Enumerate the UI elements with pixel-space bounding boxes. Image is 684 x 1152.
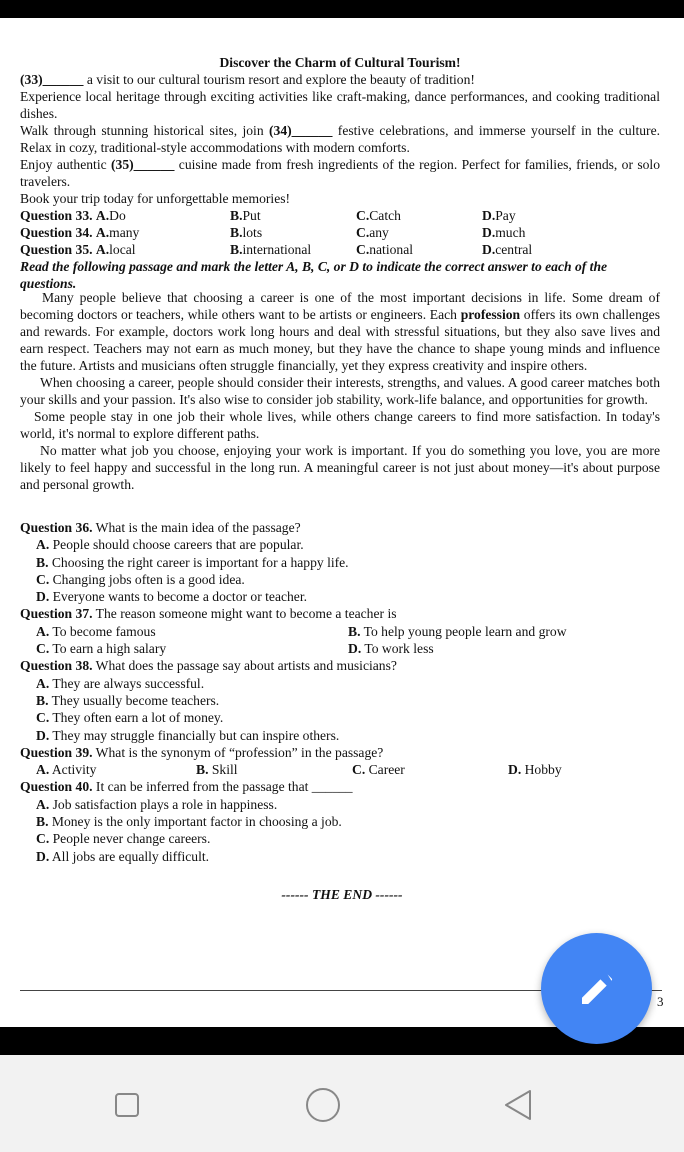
option-letter: B. [230,208,243,223]
option-d[interactable] [20,588,660,605]
passage-paragraph-1 [20,289,660,374]
ad-line-33 [20,71,660,88]
option-letter: B. [348,623,361,639]
pencil-icon [577,969,617,1009]
question-number: Question 35. [20,242,93,257]
option-text: All jobs are equally difficult. [49,848,210,864]
question-text: What is the synonym of “profession” in the passage? [92,744,384,760]
question-text: What does the passage say about artists and musicians? [92,658,397,674]
option-c[interactable] [356,207,482,224]
option-text: Do [109,208,126,223]
passage-text: Many people believe that choosing a career is one of the most important decisions in life. Some dream of becoming doctors or teachers, while others want to be artists or engineers. Each [20,290,660,322]
option-c[interactable] [352,761,508,778]
option-letter: C. [356,242,370,257]
cloze-question-row [20,207,660,224]
question-39 [20,744,660,761]
option-text: central [495,242,533,257]
option-text: People never change careers. [49,831,211,847]
back-button[interactable] [498,1085,538,1125]
option-b[interactable] [20,554,660,571]
option-letter: C. [352,762,366,778]
question-text: What is the main idea of the passage? [92,520,301,535]
passage-paragraph-2: When choosing a career, people should consider their interests, strengths, and values. A good career matches both your skills and your passion. It's also wise to consider job stability, work-life balance, and opportunities for growth. [20,375,660,407]
option-d[interactable] [508,761,562,778]
option-text: Job satisfaction plays a role in happiness. [49,796,278,812]
option-b[interactable] [196,761,352,778]
status-bar [0,0,684,18]
question-label [20,224,230,241]
option-d[interactable] [20,848,660,865]
option-letter: C. [36,710,50,726]
option-letter: D. [348,641,362,657]
option-letter: D. [508,762,522,778]
ad-text: cuisine made from fresh ingredients of the region. Perfect for families, friends, or solo travelers. [20,157,660,189]
option-text: Pay [495,208,516,223]
option-text: any [369,225,389,240]
option-row [20,640,660,657]
question-label [20,241,230,258]
reading-passage [20,289,660,493]
cloze-options [20,207,660,258]
home-button[interactable] [303,1085,343,1125]
option-text: Career [365,762,405,778]
question-number: Question 33. [20,208,93,223]
option-letter: D. [36,589,50,605]
option-text: Money is the only important factor in choosing a job. [48,814,342,830]
option-a[interactable] [36,761,196,778]
passage-paragraph-4: No matter what job you choose, enjoying your work is important. If you do something you love, you are more likely to feel happy and successful in the long run. A meaningful career is not just about money—it's about purpose and personal growth. [20,443,660,492]
option-text: Everyone wants to become a doctor or teacher. [49,589,308,605]
ad-paragraph-4: Book your trip today for unforgettable memories! [20,191,291,206]
cloze-question-row [20,224,660,241]
question-number: Question 36. [20,520,93,535]
passage-paragraph-3: Some people stay in one job their whole lives, while others change careers to find more satisfaction. In today's world, it's normal to explore different paths. [20,409,660,441]
option-letter: D. [36,727,50,743]
option-b[interactable] [348,623,660,640]
option-text: To work less [361,641,434,657]
option-text: People should choose careers that are popular. [49,537,304,553]
option-c[interactable] [36,640,348,657]
option-text: Activity [49,762,97,778]
option-letter: D. [482,208,496,223]
option-letter: D. [482,242,496,257]
option-letter: A. [36,623,50,639]
option-text: local [109,242,136,257]
ad-paragraph-3 [20,156,660,190]
option-b[interactable] [230,224,356,241]
option-text: much [495,225,526,240]
option-a[interactable] [20,675,660,692]
option-text: Skill [208,762,238,778]
option-a[interactable] [96,241,136,258]
option-letter: A. [36,762,50,778]
cloze-question-row [20,241,660,258]
option-letter: C. [36,571,50,587]
option-text: To earn a high salary [49,641,167,657]
option-c[interactable] [356,241,482,258]
ad-text: Enjoy authentic [20,157,111,172]
question-number: Question 34. [20,225,93,240]
option-letter: A. [95,208,110,223]
ad-paragraph-2 [20,122,660,156]
option-c[interactable] [20,571,660,588]
option-c[interactable] [20,830,660,847]
question-number: Question 38. [20,658,93,674]
option-b[interactable] [20,692,660,709]
option-text: Choosing the right career is important for a happy life. [48,554,349,570]
option-letter: B. [230,225,243,240]
page-number: 3 [657,994,664,1009]
option-d[interactable] [482,207,516,224]
option-letter: C. [356,225,370,240]
option-d[interactable] [482,241,532,258]
questions-section [20,519,660,865]
end-marker: ------ THE END ------ [281,887,403,902]
option-text: international [242,242,312,257]
question-number: Question 39. [20,744,93,760]
cloze-section [20,54,660,292]
question-38 [20,657,660,674]
option-text: They usually become teachers. [48,692,220,708]
blank-35: (35)______ [111,157,175,172]
question-number: Question 37. [20,606,93,622]
option-a[interactable] [36,623,348,640]
question-text: The reason someone might want to become a teacher is [92,606,397,622]
ad-text: festive celebrations, and immerse yourself in the culture. Relax in cozy, traditional-style accommodations with modern comforts. [20,123,661,155]
option-letter: C. [356,208,370,223]
option-letter: A. [95,242,110,257]
option-letter: B. [230,242,243,257]
option-b[interactable] [230,207,356,224]
option-text: To become famous [49,623,156,639]
option-row [20,623,660,640]
option-letter: C. [36,641,50,657]
question-37 [20,605,660,622]
option-a[interactable] [20,796,660,813]
option-text: They are always successful. [49,675,205,691]
option-text: They often earn a lot of money. [49,710,224,726]
circle-icon [303,1085,343,1125]
option-b[interactable] [20,813,660,830]
option-text: Put [242,208,261,223]
question-number: Question 40. [20,779,93,795]
option-letter: B. [196,762,209,778]
option-c[interactable] [20,709,660,726]
ad-text: a visit to our cultural tourism resort and explore the beauty of tradition! [83,72,475,87]
option-text: national [369,242,414,257]
option-letter: A. [36,675,50,691]
option-d[interactable] [20,727,660,744]
option-letter: B. [36,814,49,830]
back-triangle-icon [500,1087,536,1123]
option-a[interactable] [96,207,126,224]
document-page[interactable] [0,18,684,1027]
option-text: Catch [369,208,401,223]
instruction: Read the following passage and mark the letter A, B, C, or D to indicate the correct answer to each of the questions. [20,259,608,291]
edit-button[interactable] [541,933,652,1044]
option-letter: B. [36,692,49,708]
option-letter: D. [482,225,496,240]
question-label [20,207,230,224]
passage-text: offers its own challenges and rewards. For example, doctors work long hours and deal with stressful situations, but they also save lives and earn respect. Teachers may not earn as much money, but they have the chance to shape young minds and influence the future. Artists and musicians often struggle financially, yet they express creativity and inspire others. [20,307,660,373]
blank-33: (33)______ [20,72,84,87]
option-text: They may struggle financially but can inspire others. [49,727,340,743]
option-d[interactable] [348,640,660,657]
question-40 [20,778,660,795]
option-letter: C. [36,831,50,847]
option-text: Changing jobs often is a good idea. [49,571,245,587]
option-a[interactable] [96,224,139,241]
option-letter: D. [36,848,50,864]
question-36 [20,519,660,536]
option-letter: A. [36,796,50,812]
square-icon [112,1090,142,1120]
question-text: It can be inferred from the passage that ______ [92,779,353,795]
document-title: Discover the Charm of Cultural Tourism! [219,55,461,70]
option-letter: B. [36,554,49,570]
blank-34: (34)______ [269,123,333,138]
option-b[interactable] [230,241,356,258]
option-letter: A. [95,225,110,240]
option-letter: A. [36,537,50,553]
ad-text: Walk through stunning historical sites, join [20,123,269,138]
option-text: many [109,225,140,240]
option-c[interactable] [356,224,482,241]
option-text: Hobby [521,762,562,778]
highlighted-word: profession [460,307,521,322]
option-row [20,761,660,778]
ad-paragraph-1: Experience local heritage through exciting activities like craft-making, dance performances, and cooking traditional dishes. [20,89,660,121]
recents-button[interactable] [107,1085,147,1125]
option-a[interactable] [20,536,660,553]
navigation-bar [0,1055,684,1152]
option-d[interactable] [482,224,525,241]
option-text: lots [242,225,263,240]
option-text: To help young people learn and grow [360,623,567,639]
